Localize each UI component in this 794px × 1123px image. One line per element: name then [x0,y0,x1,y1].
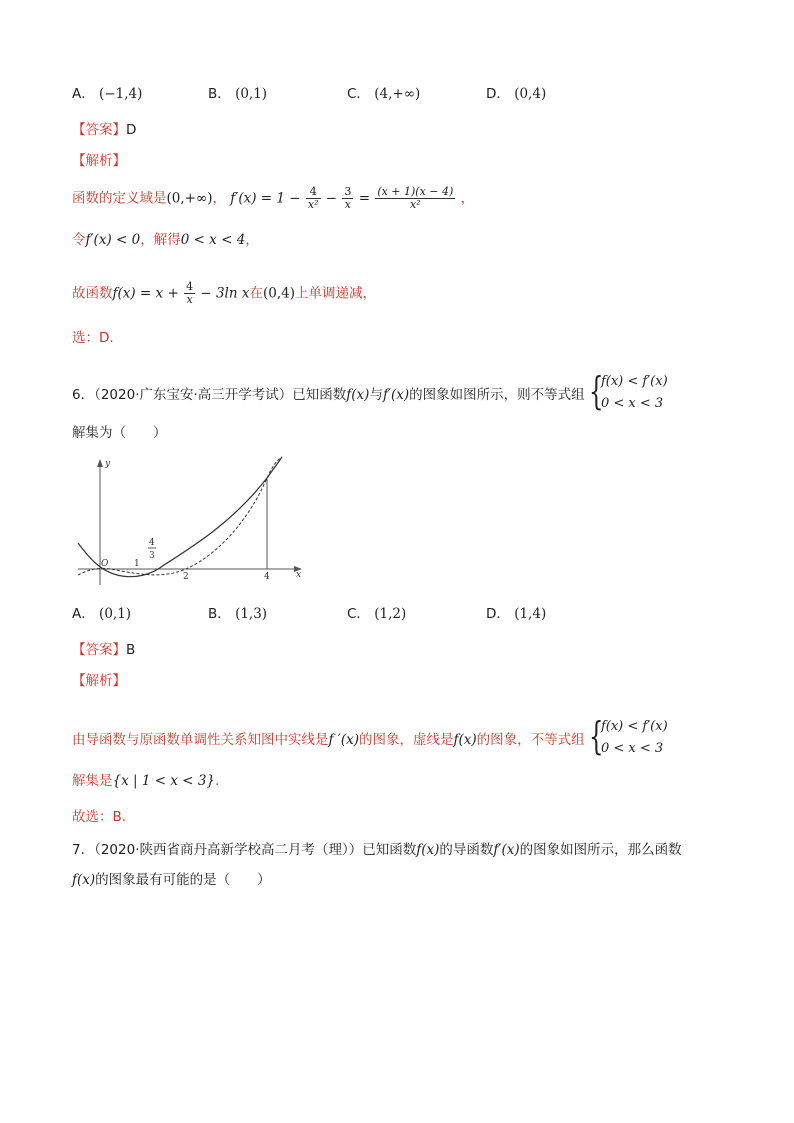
q5-option-a[interactable]: A． (−1,4) [72,86,143,102]
q6-analysis-line1: 由导函数与原函数单调性关系知图中实线是f ′(x)的图象，虚线是f(x)的图象，不等式组 { f(x) < f′(x) 0 < x < 3 [72,714,668,758]
q5-option-b[interactable]: B． (0,1) [208,86,268,102]
fraction: $\frac{(x + 1)(x - 4)}{\text{x²}}$ [377,185,454,211]
q7-stem-line2: f(x)的图象最有可能的是（ ） [72,872,271,888]
q6-analysis-tag: 【解析】 [72,673,126,689]
function-graph [72,455,312,590]
q5-analysis-tag: 【解析】 [72,153,126,169]
inequality-system: { f(x) < f′(x) 0 < x < 3 [588,714,668,758]
tick-label-2: 2 [183,572,189,582]
q5-option-c[interactable]: C． (4,+∞) [347,86,421,102]
q6-solution: 解集是{x | 1 < x < 3}. [72,773,220,789]
brace-icon: { [588,714,604,758]
tick-label-frac-den: 3 [149,551,155,561]
q6-option-c[interactable]: C． (1,2) [347,606,407,622]
q6-stem-line2: 解集为（ ） [72,425,167,441]
fraction: $\frac{3}{x}$ [344,185,352,211]
q6-stem: 6．（2020·广东宝安·高三开学考试）已知函数f(x)与f′(x)的图象如图所示，则不等式组 { f(x) < f′(x) 0 < x < 3 [72,369,668,413]
y-axis-arrow-icon [97,459,103,467]
q6-answer: 【答案】B [72,642,136,658]
q5-answer: 【答案】D [72,122,137,138]
function-curve [78,457,282,575]
q7-stem: 7．（2020·陕西省商丹高新学校高二月考（理））已知函数f(x)的导函数f′(x)的图象如图所示，那么函数 [72,842,682,858]
tick-label-1: 1 [134,559,140,569]
y-axis-label: y [105,459,111,469]
q5-select: 选：D. [72,330,114,346]
tick-label-4: 4 [264,572,270,582]
tick-label-frac-num: 4 [149,538,155,548]
origin-label: O [101,559,109,569]
fraction: $\frac{4}{x}$ [186,280,194,306]
fraction: $\frac{4}{\text{x²}}$ [307,185,319,211]
q6-select: 故选：B. [72,809,127,825]
q6-option-b[interactable]: B． (1,3) [208,606,268,622]
brace-icon: { [588,369,604,413]
q5-analysis-line3: 故函数f(x) = x + $\frac{4}{x}$ − 3ln x在(0,4)上单调递减， [72,280,376,306]
q5-analysis-line1: 函数的定义域是(0,+∞)， f′(x) = 1 − $\frac{4}{\text{x²}}$ − $\frac{3}{x}$ = $\frac{(x + 1)(x - 4)}{\text{x²}}$ ， [72,185,475,211]
x-axis-label: x [296,570,302,580]
inequality-system: { f(x) < f′(x) 0 < x < 3 [588,369,668,413]
derivative-curve [78,457,282,577]
q5-option-d[interactable]: D． (0,4) [486,86,547,102]
q6-option-d[interactable]: D． (1,4) [486,606,547,622]
q5-analysis-line2: 令f′(x) < 0，解得0 < x < 4， [72,232,259,248]
q6-option-a[interactable]: A． (0,1) [72,606,132,622]
